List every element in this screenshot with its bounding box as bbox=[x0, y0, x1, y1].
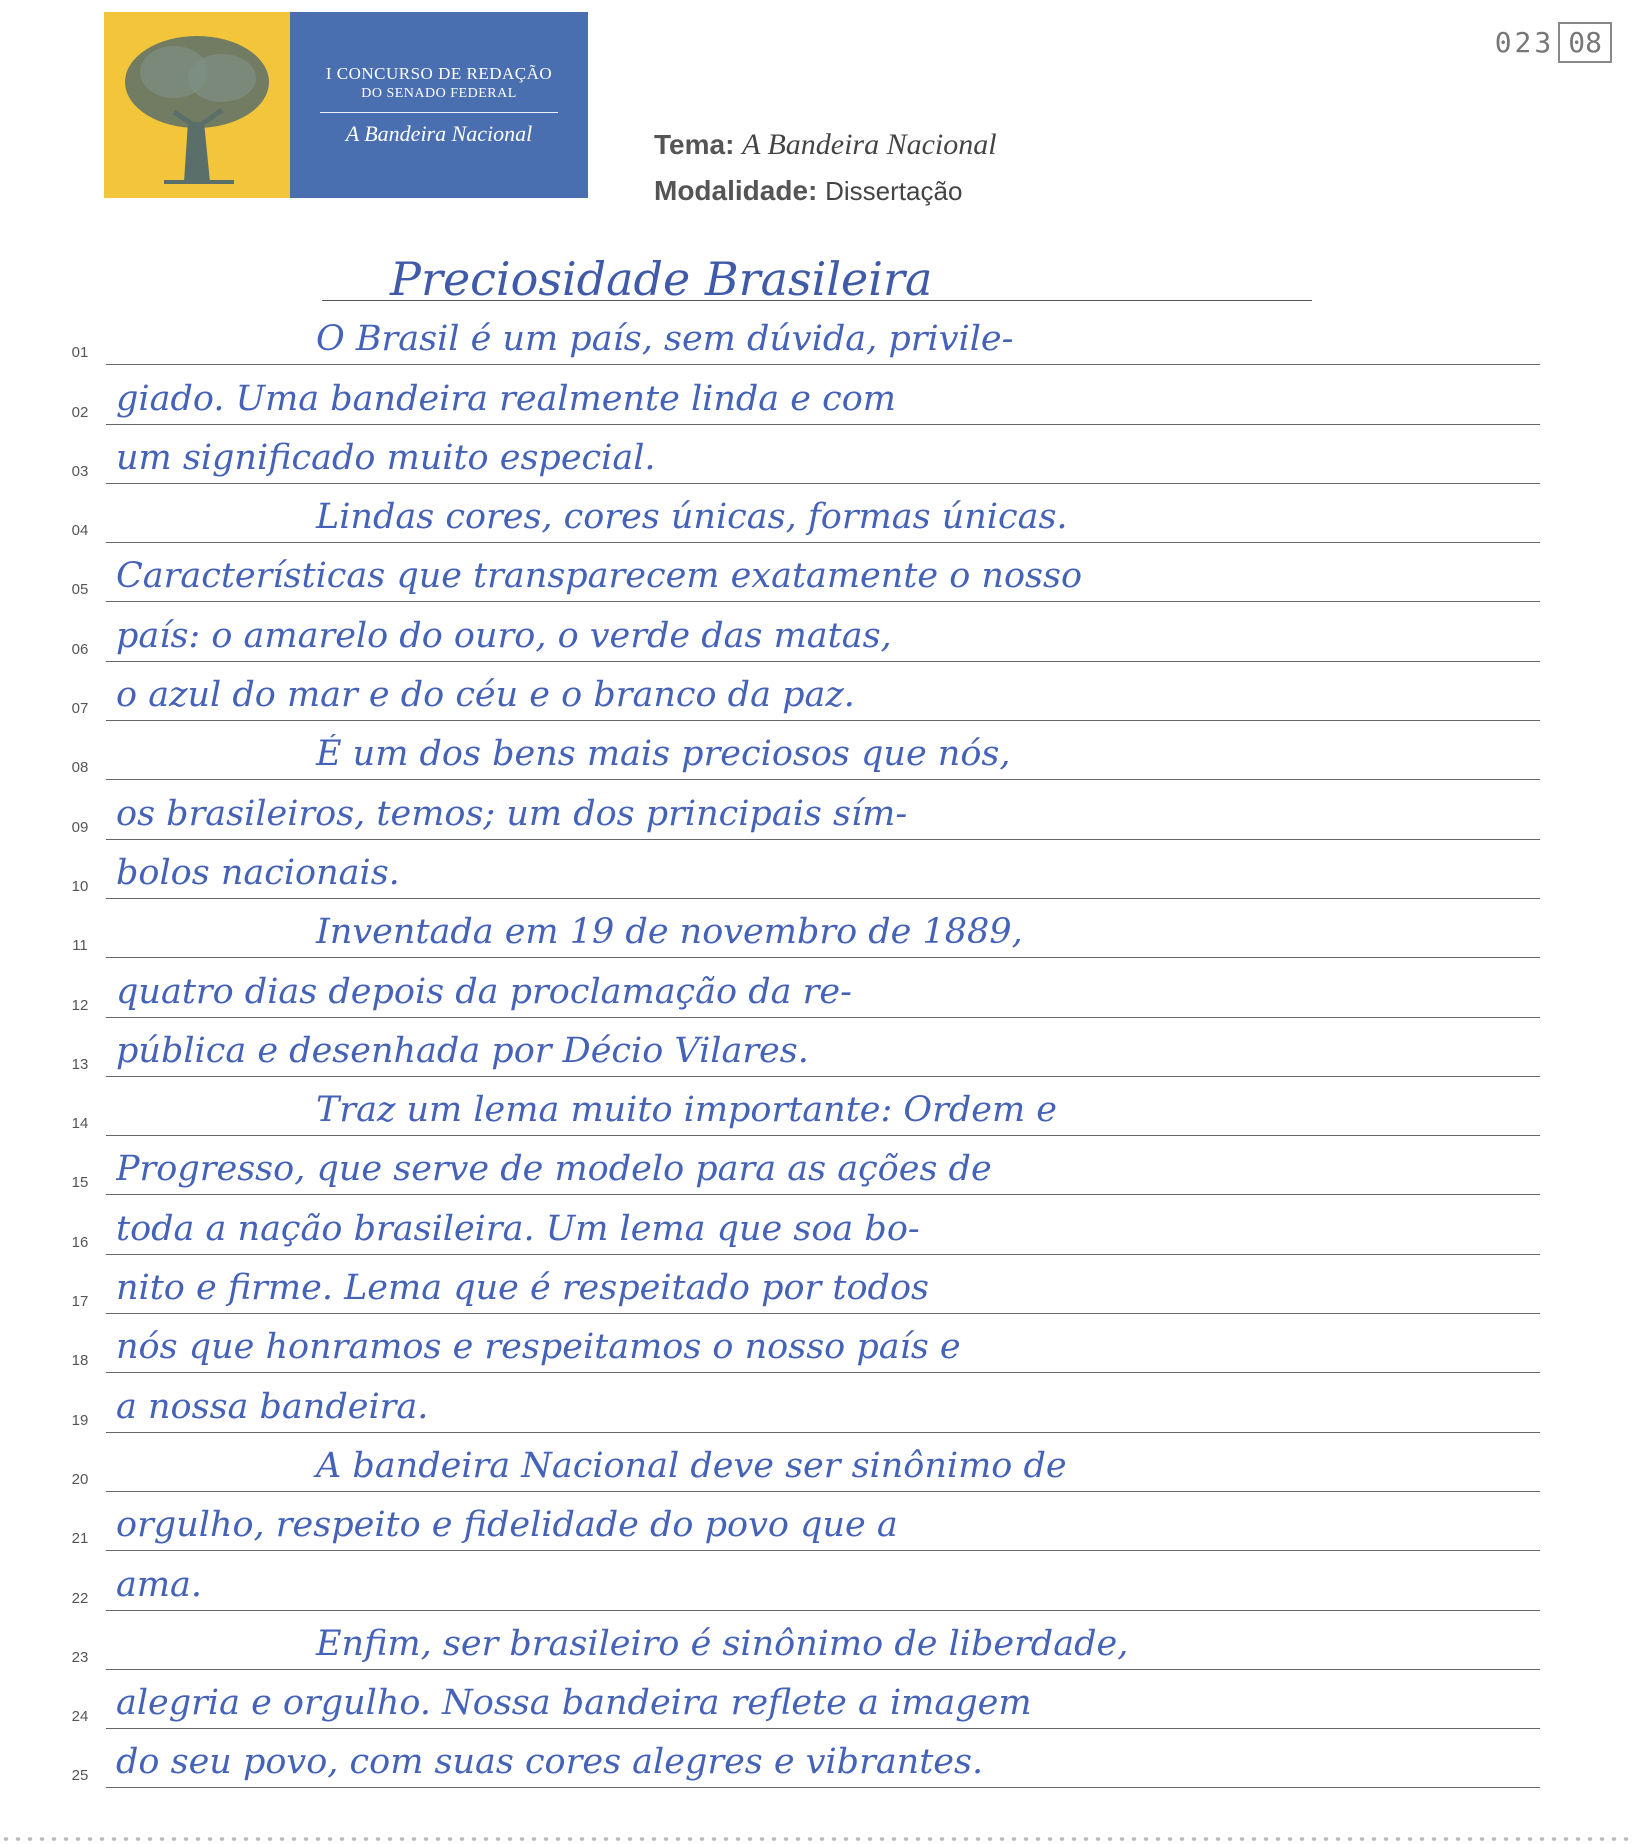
line-number: 16 bbox=[71, 1233, 89, 1251]
essay-line bbox=[60, 543, 1540, 602]
line-number: 24 bbox=[71, 1708, 89, 1726]
handwritten-text: bolos nacionais. bbox=[116, 852, 400, 893]
line-number: 19 bbox=[71, 1411, 89, 1429]
handwritten-text: Características que transparecem exatamente o nosso bbox=[116, 556, 1083, 597]
contest-theme: A Bandeira Nacional bbox=[345, 120, 533, 146]
handwritten-text: toda a nação brasileira. Um lema que soa bo- bbox=[116, 1208, 920, 1249]
banner-divider bbox=[320, 112, 558, 113]
essay-line bbox=[60, 1255, 1540, 1314]
essay-line bbox=[60, 1433, 1540, 1492]
line-number: 07 bbox=[71, 700, 89, 718]
essay-title: Preciosidade Brasileira bbox=[390, 252, 933, 306]
essay-line bbox=[60, 662, 1540, 721]
line-number: 18 bbox=[71, 1352, 89, 1370]
handwritten-text: o azul do mar e do céu e o branco da paz. bbox=[116, 675, 855, 716]
essay-line bbox=[60, 1077, 1540, 1136]
essay-line bbox=[60, 721, 1540, 780]
mode-label: Modalidade: bbox=[654, 175, 818, 206]
essay-line bbox=[60, 1492, 1540, 1551]
handwritten-text: Traz um lema muito importante: Ordem e bbox=[316, 1090, 1057, 1131]
line-number: 15 bbox=[71, 1174, 89, 1192]
handwritten-text: ama. bbox=[116, 1564, 203, 1605]
mode-row bbox=[654, 168, 997, 214]
handwritten-text: um significado muito especial. bbox=[116, 437, 656, 478]
essay-line bbox=[60, 1611, 1540, 1670]
line-number: 01 bbox=[71, 344, 89, 362]
handwritten-text: pública e desenhada por Décio Vilares. bbox=[116, 1030, 809, 1071]
essay-line bbox=[60, 1373, 1540, 1432]
line-number: 08 bbox=[71, 759, 89, 777]
handwritten-text: Enfim, ser brasileiro é sinônimo de liberdade, bbox=[316, 1623, 1129, 1664]
essay-line bbox=[60, 958, 1540, 1017]
line-number: 14 bbox=[71, 1115, 89, 1133]
essay-meta bbox=[654, 122, 997, 214]
essay-line bbox=[60, 899, 1540, 958]
line-number: 04 bbox=[71, 522, 89, 540]
line-number: 02 bbox=[71, 403, 89, 421]
theme-label: Tema: bbox=[654, 129, 735, 160]
essay-line bbox=[60, 425, 1540, 484]
essay-line bbox=[60, 1670, 1540, 1729]
handwritten-text: a nossa bandeira. bbox=[116, 1386, 429, 1427]
line-number: 11 bbox=[72, 937, 88, 955]
line-number: 10 bbox=[71, 877, 89, 895]
perforation-edge bbox=[0, 1834, 1632, 1844]
handwritten-text: O Brasil é um país, sem dúvida, privile- bbox=[316, 319, 1014, 360]
handwritten-text: Inventada em 19 de novembro de 1889, bbox=[316, 912, 1023, 953]
theme-value: A Bandeira Nacional bbox=[742, 128, 997, 161]
handwritten-text: os brasileiros, temos; um dos principais sím- bbox=[116, 793, 908, 834]
line-rule bbox=[106, 1787, 1540, 1788]
essay-line bbox=[60, 1136, 1540, 1195]
entry-code-number: 023 bbox=[1494, 26, 1555, 59]
essay-line bbox=[60, 780, 1540, 839]
line-number: 17 bbox=[71, 1293, 89, 1311]
handwritten-text: do seu povo, com suas cores alegres e vibrantes. bbox=[116, 1742, 984, 1783]
contest-name: I CONCURSO DE REDAÇÃO bbox=[325, 63, 553, 83]
line-number: 03 bbox=[71, 462, 89, 480]
handwritten-text: nito e firme. Lema que é respeitado por todos bbox=[116, 1268, 929, 1309]
essay-line bbox=[60, 603, 1540, 662]
entry-code bbox=[1495, 22, 1612, 63]
handwritten-text: Lindas cores, cores únicas, formas únicas. bbox=[316, 497, 1068, 538]
contest-organizer: DO SENADO FEDERAL bbox=[361, 85, 517, 101]
line-number: 22 bbox=[71, 1589, 89, 1607]
mode-value: Dissertação bbox=[825, 176, 963, 206]
handwritten-text: Progresso, que serve de modelo para as ações de bbox=[116, 1149, 992, 1190]
essay-line bbox=[60, 1729, 1540, 1788]
handwritten-text: país: o amarelo do ouro, o verde das matas, bbox=[116, 615, 892, 656]
essay-line bbox=[60, 365, 1540, 424]
contest-banner bbox=[290, 12, 588, 198]
essay-line bbox=[60, 306, 1540, 365]
tree-logo-icon bbox=[104, 12, 290, 198]
essay-line bbox=[60, 484, 1540, 543]
handwritten-text: É um dos bens mais preciosos que nós, bbox=[316, 734, 1011, 775]
title-rule bbox=[322, 300, 1312, 301]
essay-line bbox=[60, 1018, 1540, 1077]
entry-code-box: 08 bbox=[1558, 22, 1612, 63]
line-number: 12 bbox=[71, 996, 89, 1014]
handwritten-text: quatro dias depois da proclamação da re- bbox=[116, 971, 852, 1012]
contest-logo bbox=[104, 12, 588, 198]
line-number: 05 bbox=[71, 581, 89, 599]
handwritten-text: orgulho, respeito e fidelidade do povo que a bbox=[116, 1505, 898, 1546]
handwritten-text: nós que honramos e respeitamos o nosso país e bbox=[116, 1327, 961, 1368]
line-number: 25 bbox=[71, 1767, 89, 1785]
essay-line bbox=[60, 1196, 1540, 1255]
line-number: 23 bbox=[71, 1648, 89, 1666]
line-number: 13 bbox=[71, 1055, 89, 1073]
handwritten-text: alegria e orgulho. Nossa bandeira reflete a imagem bbox=[116, 1683, 1032, 1724]
line-number: 20 bbox=[71, 1470, 89, 1488]
essay-line bbox=[60, 1551, 1540, 1610]
essay-line bbox=[60, 840, 1540, 899]
line-number: 06 bbox=[71, 640, 89, 658]
line-number: 09 bbox=[71, 818, 89, 836]
essay-line bbox=[60, 1314, 1540, 1373]
handwritten-text: A bandeira Nacional deve ser sinônimo de bbox=[316, 1445, 1067, 1486]
line-number: 21 bbox=[71, 1530, 89, 1548]
theme-row bbox=[654, 122, 997, 168]
handwritten-text: giado. Uma bandeira realmente linda e com bbox=[116, 378, 896, 419]
